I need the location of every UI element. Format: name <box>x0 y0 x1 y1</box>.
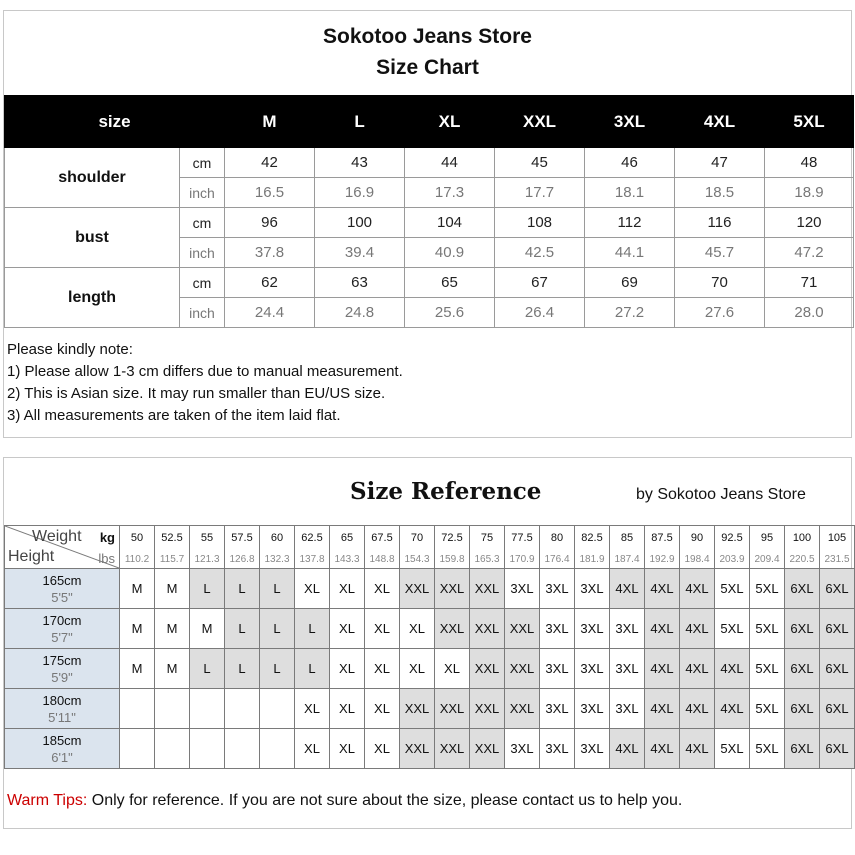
size-cell: M <box>120 569 155 609</box>
corner-kg-label: kg <box>99 530 115 545</box>
size-cell: XL <box>295 729 330 769</box>
size-cell <box>260 729 295 769</box>
weight-height-corner <box>5 526 120 569</box>
weight-kg-cell: 75 <box>470 526 505 551</box>
weight-kg-cell: 62.5 <box>295 526 330 551</box>
weight-lbs-cell: 159.8 <box>435 550 470 569</box>
size-cell: XL <box>365 689 400 729</box>
height-ft: 5'11" <box>48 709 76 725</box>
size-cell: XL <box>330 689 365 729</box>
size-cell: 3XL <box>575 689 610 729</box>
height-cell <box>5 569 120 609</box>
size-cell: 3XL <box>505 729 540 769</box>
size-cell: XXL <box>505 609 540 649</box>
size-cell: 6XL <box>785 609 820 649</box>
size-cell: 3XL <box>540 569 575 609</box>
cm-value-cell: 108 <box>495 208 585 238</box>
size-cell: L <box>260 649 295 689</box>
cm-value-cell: 65 <box>405 268 495 298</box>
height-cell <box>5 609 120 649</box>
cm-value-cell: 71 <box>765 268 854 298</box>
size-cell: 3XL <box>610 689 645 729</box>
cm-value-cell: 69 <box>585 268 675 298</box>
height-cell <box>5 729 120 769</box>
size-cell <box>120 689 155 729</box>
size-chart-title: Size Chart <box>376 56 479 79</box>
measurement-name: bust <box>5 208 180 268</box>
size-cell: L <box>225 569 260 609</box>
size-cell: M <box>155 609 190 649</box>
weight-kg-cell: 50 <box>120 526 155 551</box>
cm-value-cell: 63 <box>315 268 405 298</box>
size-cell: 4XL <box>645 729 680 769</box>
weight-kg-cell: 57.5 <box>225 526 260 551</box>
size-cell: 6XL <box>785 689 820 729</box>
unit-inch-label: inch <box>180 178 225 208</box>
inch-value-cell: 24.8 <box>315 298 405 328</box>
size-cell: XXL <box>470 649 505 689</box>
size-cell: XXL <box>470 609 505 649</box>
weight-kg-cell: 67.5 <box>365 526 400 551</box>
size-cell: 4XL <box>645 609 680 649</box>
size-cell: XXL <box>400 569 435 609</box>
notes <box>7 339 403 427</box>
size-cell: 6XL <box>820 569 855 609</box>
size-reference-table <box>4 525 855 769</box>
size-cell: 3XL <box>575 649 610 689</box>
size-cell: M <box>190 609 225 649</box>
height-cell <box>5 689 120 729</box>
inch-value-cell: 26.4 <box>495 298 585 328</box>
size-cell: M <box>155 649 190 689</box>
weight-kg-cell: 77.5 <box>505 526 540 551</box>
cm-value-cell: 62 <box>225 268 315 298</box>
height-row <box>5 609 855 649</box>
size-cell: 5XL <box>715 609 750 649</box>
size-cell: XL <box>400 649 435 689</box>
size-cell: XXL <box>505 649 540 689</box>
height-ft: 5'5" <box>51 589 73 605</box>
size-cell: XL <box>365 649 400 689</box>
size-cell <box>225 689 260 729</box>
weight-lbs-cell: 110.2 <box>120 550 155 569</box>
inch-value-cell: 18.9 <box>765 178 854 208</box>
measurement-row-cm <box>5 268 854 298</box>
weight-lbs-cell: 231.5 <box>820 550 855 569</box>
size-header-label: size <box>5 96 225 148</box>
size-cell: L <box>260 569 295 609</box>
size-reference-title: Size Reference <box>350 478 542 505</box>
cm-value-cell: 48 <box>765 148 854 178</box>
size-cell: 5XL <box>750 649 785 689</box>
weight-lbs-cell: 126.8 <box>225 550 260 569</box>
note-line: Please kindly note: <box>7 341 133 358</box>
size-cell: XXL <box>400 689 435 729</box>
size-cell: L <box>225 609 260 649</box>
unit-inch-label: inch <box>180 298 225 328</box>
inch-value-cell: 17.3 <box>405 178 495 208</box>
weight-kg-row <box>5 526 855 551</box>
size-cell: 3XL <box>505 569 540 609</box>
size-cell: L <box>295 609 330 649</box>
inch-value-cell: 37.8 <box>225 238 315 268</box>
size-cell: 5XL <box>750 689 785 729</box>
size-cell: XXL <box>470 729 505 769</box>
size-cell: 6XL <box>820 649 855 689</box>
size-cell: 4XL <box>610 569 645 609</box>
size-cell: 6XL <box>820 689 855 729</box>
size-cell: L <box>295 649 330 689</box>
weight-lbs-cell: 198.4 <box>680 550 715 569</box>
size-cell: 3XL <box>540 609 575 649</box>
size-cell: XL <box>330 569 365 609</box>
height-row <box>5 569 855 609</box>
size-cell: XXL <box>470 569 505 609</box>
weight-kg-cell: 85 <box>610 526 645 551</box>
size-cell <box>155 729 190 769</box>
size-cell: 4XL <box>645 689 680 729</box>
inch-value-cell: 16.9 <box>315 178 405 208</box>
size-header-cell: XXL <box>495 96 585 148</box>
unit-cm-label: cm <box>180 148 225 178</box>
size-cell: XL <box>435 649 470 689</box>
measurement-name: shoulder <box>5 148 180 208</box>
size-cell: 5XL <box>750 729 785 769</box>
size-cell: 3XL <box>575 569 610 609</box>
measurement-row-cm <box>5 208 854 238</box>
unit-cm-label: cm <box>180 268 225 298</box>
size-header-cell: 3XL <box>585 96 675 148</box>
weight-kg-cell: 95 <box>750 526 785 551</box>
cm-value-cell: 120 <box>765 208 854 238</box>
weight-kg-cell: 100 <box>785 526 820 551</box>
size-chart-table <box>4 95 854 328</box>
size-cell: XXL <box>435 609 470 649</box>
size-cell: 5XL <box>715 569 750 609</box>
size-cell: 6XL <box>785 729 820 769</box>
size-reference-panel <box>3 457 852 829</box>
inch-value-cell: 47.2 <box>765 238 854 268</box>
size-cell: 5XL <box>715 729 750 769</box>
note-line: 3) All measurements are taken of the item laid flat. <box>7 407 341 424</box>
size-header-cell: M <box>225 96 315 148</box>
size-reference-byline: by Sokotoo Jeans Store <box>636 486 806 503</box>
size-cell: 4XL <box>645 649 680 689</box>
size-cell <box>260 689 295 729</box>
size-header-cell: XL <box>405 96 495 148</box>
size-cell: 5XL <box>750 609 785 649</box>
inch-value-cell: 27.2 <box>585 298 675 328</box>
cm-value-cell: 100 <box>315 208 405 238</box>
weight-lbs-cell: 220.5 <box>785 550 820 569</box>
size-cell: M <box>120 609 155 649</box>
size-cell: 4XL <box>680 649 715 689</box>
weight-kg-cell: 65 <box>330 526 365 551</box>
weight-kg-cell: 52.5 <box>155 526 190 551</box>
size-cell: 4XL <box>610 729 645 769</box>
height-ft: 5'9" <box>51 669 73 685</box>
size-cell: 4XL <box>680 609 715 649</box>
weight-lbs-cell: 170.9 <box>505 550 540 569</box>
inch-value-cell: 45.7 <box>675 238 765 268</box>
height-row <box>5 689 855 729</box>
size-cell: 3XL <box>540 729 575 769</box>
size-cell: XL <box>365 609 400 649</box>
size-cell: XL <box>295 689 330 729</box>
inch-value-cell: 42.5 <box>495 238 585 268</box>
weight-lbs-cell: 176.4 <box>540 550 575 569</box>
note-line: 1) Please allow 1-3 cm differs due to manual measurement. <box>7 363 403 380</box>
weight-lbs-cell: 209.4 <box>750 550 785 569</box>
height-cm: 170cm <box>42 612 82 628</box>
weight-kg-cell: 60 <box>260 526 295 551</box>
size-cell: XL <box>330 609 365 649</box>
weight-kg-cell: 72.5 <box>435 526 470 551</box>
weight-lbs-row <box>5 550 855 569</box>
weight-kg-cell: 82.5 <box>575 526 610 551</box>
size-cell: XL <box>365 729 400 769</box>
weight-lbs-cell: 181.9 <box>575 550 610 569</box>
weight-lbs-cell: 154.3 <box>400 550 435 569</box>
cm-value-cell: 67 <box>495 268 585 298</box>
height-cm: 165cm <box>42 572 82 588</box>
size-cell: 6XL <box>785 649 820 689</box>
cm-value-cell: 116 <box>675 208 765 238</box>
size-cell: 3XL <box>575 729 610 769</box>
size-cell: XL <box>330 649 365 689</box>
size-cell: 3XL <box>540 649 575 689</box>
size-cell: XXL <box>470 689 505 729</box>
weight-kg-cell: 70 <box>400 526 435 551</box>
size-cell: XXL <box>435 689 470 729</box>
size-cell: 6XL <box>820 729 855 769</box>
size-cell: 5XL <box>750 569 785 609</box>
unit-cm-label: cm <box>180 208 225 238</box>
weight-kg-cell: 55 <box>190 526 225 551</box>
size-cell: 3XL <box>610 649 645 689</box>
weight-lbs-cell: 203.9 <box>715 550 750 569</box>
inch-value-cell: 28.0 <box>765 298 854 328</box>
height-ft: 5'7" <box>51 629 73 645</box>
inch-value-cell: 40.9 <box>405 238 495 268</box>
measurement-name: length <box>5 268 180 328</box>
cm-value-cell: 112 <box>585 208 675 238</box>
height-cm: 175cm <box>42 652 82 668</box>
size-cell <box>190 729 225 769</box>
size-cell <box>190 689 225 729</box>
size-cell: 4XL <box>715 649 750 689</box>
inch-value-cell: 24.4 <box>225 298 315 328</box>
size-header-cell: 4XL <box>675 96 765 148</box>
size-cell: XL <box>295 569 330 609</box>
weight-lbs-cell: 137.8 <box>295 550 330 569</box>
inch-value-cell: 39.4 <box>315 238 405 268</box>
inch-value-cell: 27.6 <box>675 298 765 328</box>
weight-lbs-cell: 115.7 <box>155 550 190 569</box>
size-cell <box>225 729 260 769</box>
size-header-row <box>5 96 854 148</box>
corner-lbs-label: lbs <box>98 551 115 566</box>
cm-value-cell: 45 <box>495 148 585 178</box>
size-cell: 6XL <box>785 569 820 609</box>
inch-value-cell: 44.1 <box>585 238 675 268</box>
size-cell: 3XL <box>610 609 645 649</box>
inch-value-cell: 16.5 <box>225 178 315 208</box>
weight-kg-cell: 105 <box>820 526 855 551</box>
weight-lbs-cell: 121.3 <box>190 550 225 569</box>
cm-value-cell: 46 <box>585 148 675 178</box>
height-cm: 180cm <box>42 692 82 708</box>
height-row <box>5 729 855 769</box>
size-cell: XXL <box>400 729 435 769</box>
warm-tips-text: Only for reference. If you are not sure about the size, please contact us to help you. <box>87 792 683 809</box>
size-header-cell: L <box>315 96 405 148</box>
size-cell: XXL <box>435 569 470 609</box>
size-cell: XXL <box>505 689 540 729</box>
weight-lbs-cell: 132.3 <box>260 550 295 569</box>
weight-lbs-cell: 143.3 <box>330 550 365 569</box>
height-row <box>5 649 855 689</box>
size-chart-panel <box>3 10 852 438</box>
size-cell: 3XL <box>575 609 610 649</box>
size-cell: L <box>190 649 225 689</box>
size-cell: 3XL <box>540 689 575 729</box>
size-cell: 4XL <box>645 569 680 609</box>
corner-weight-label: Weight <box>32 528 82 545</box>
inch-value-cell: 18.5 <box>675 178 765 208</box>
note-line: 2) This is Asian size. It may run smaller than EU/US size. <box>7 385 386 402</box>
size-cell: M <box>155 569 190 609</box>
weight-lbs-cell: 165.3 <box>470 550 505 569</box>
size-cell: L <box>260 609 295 649</box>
size-cell: XXL <box>435 729 470 769</box>
measurement-row-cm <box>5 148 854 178</box>
weight-kg-cell: 92.5 <box>715 526 750 551</box>
inch-value-cell: 25.6 <box>405 298 495 328</box>
weight-kg-cell: 90 <box>680 526 715 551</box>
height-ft: 6'1" <box>51 749 73 765</box>
size-cell: M <box>120 649 155 689</box>
size-cell: XL <box>365 569 400 609</box>
size-cell: 4XL <box>680 569 715 609</box>
size-cell: 6XL <box>820 609 855 649</box>
cm-value-cell: 44 <box>405 148 495 178</box>
size-cell: L <box>190 569 225 609</box>
weight-lbs-cell: 192.9 <box>645 550 680 569</box>
size-cell: 4XL <box>680 729 715 769</box>
size-cell <box>120 729 155 769</box>
inch-value-cell: 17.7 <box>495 178 585 208</box>
weight-kg-cell: 87.5 <box>645 526 680 551</box>
store-name: Sokotoo Jeans Store <box>323 25 532 48</box>
size-cell <box>155 689 190 729</box>
inch-value-cell: 18.1 <box>585 178 675 208</box>
warm-tips <box>7 792 682 810</box>
cm-value-cell: 47 <box>675 148 765 178</box>
cm-value-cell: 42 <box>225 148 315 178</box>
size-header-cell: 5XL <box>765 96 854 148</box>
warm-tips-label: Warm Tips: <box>7 792 88 809</box>
size-cell: XL <box>330 729 365 769</box>
cm-value-cell: 43 <box>315 148 405 178</box>
weight-lbs-cell: 148.8 <box>365 550 400 569</box>
size-cell: 4XL <box>680 689 715 729</box>
size-cell: XL <box>400 609 435 649</box>
cm-value-cell: 96 <box>225 208 315 238</box>
height-cell <box>5 649 120 689</box>
cm-value-cell: 104 <box>405 208 495 238</box>
size-cell: 4XL <box>715 689 750 729</box>
weight-lbs-cell: 187.4 <box>610 550 645 569</box>
corner-height-label: Height <box>8 548 55 565</box>
cm-value-cell: 70 <box>675 268 765 298</box>
size-cell: L <box>225 649 260 689</box>
height-cm: 185cm <box>42 732 82 748</box>
weight-kg-cell: 80 <box>540 526 575 551</box>
unit-inch-label: inch <box>180 238 225 268</box>
